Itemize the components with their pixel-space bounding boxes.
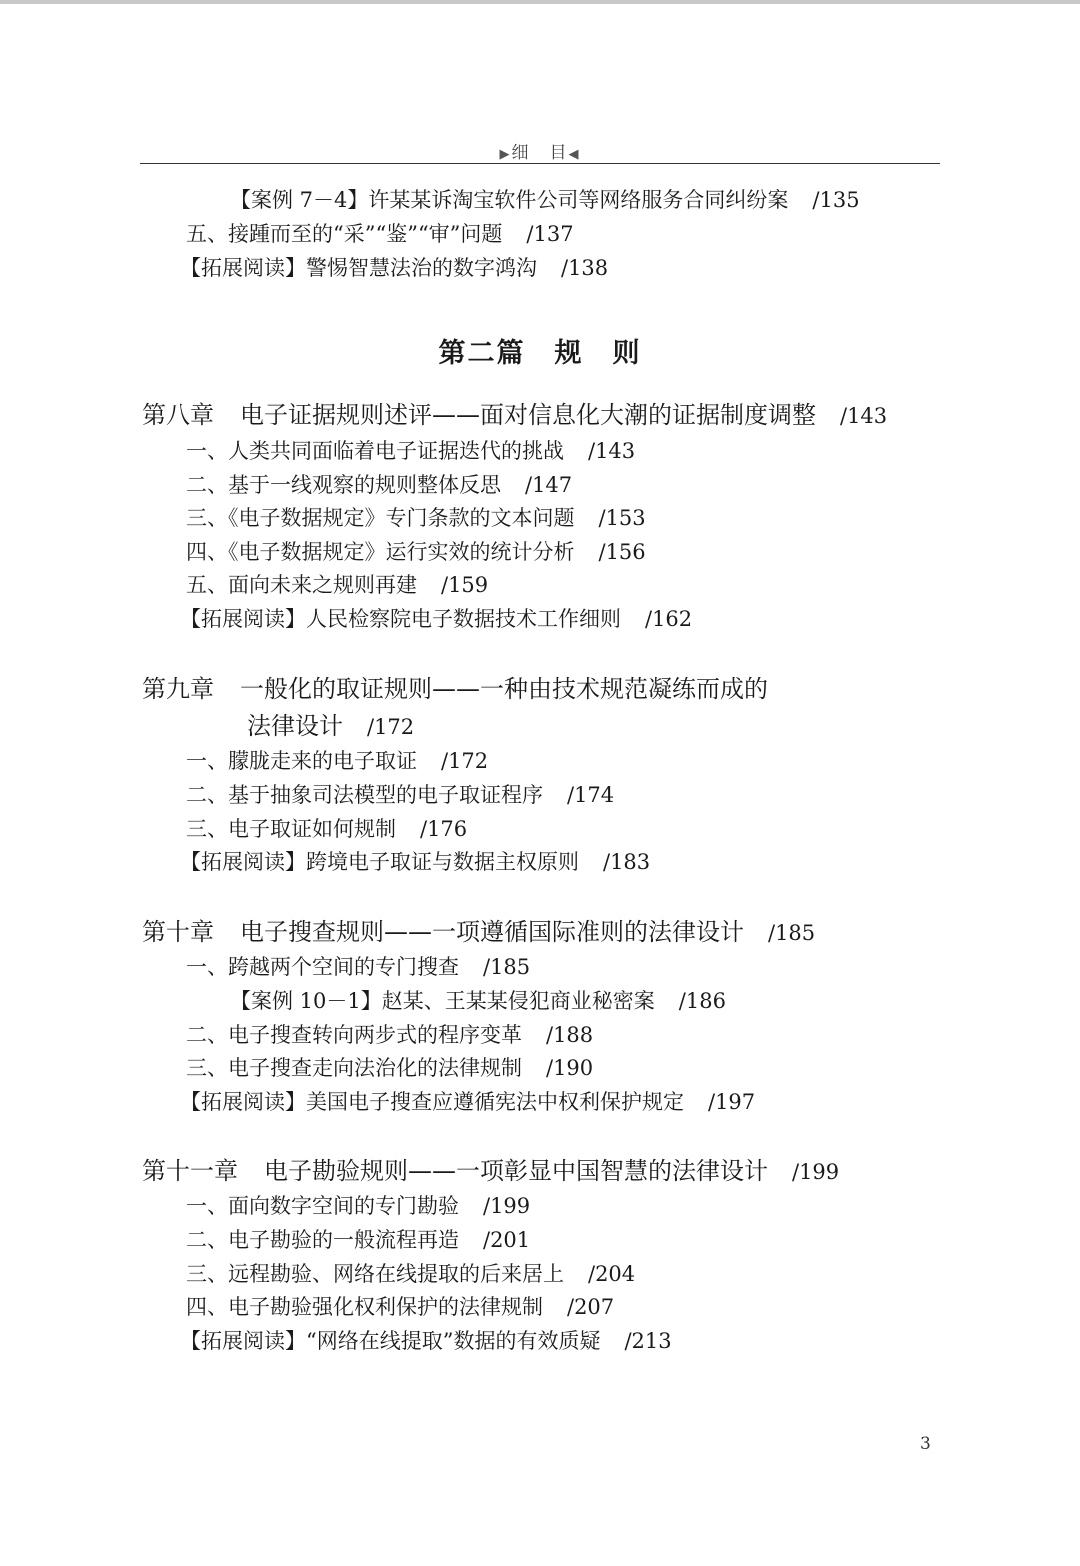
toc-entry-text: 三、电子搜查走向法治化的法律规制 bbox=[186, 1056, 522, 1080]
toc-entry bbox=[186, 1227, 530, 1253]
chapter-page: /143 bbox=[840, 404, 888, 428]
toc-entry-text: 二、电子搜查转向两步式的程序变革 bbox=[186, 1023, 522, 1047]
page-number: 3 bbox=[920, 1434, 931, 1454]
toc-entry bbox=[186, 954, 530, 980]
toc-entry bbox=[186, 572, 488, 598]
toc-entry-page: /137 bbox=[526, 222, 574, 246]
toc-entry-page: /185 bbox=[483, 955, 531, 979]
toc-entry-text: 一、面向数字空间的专门勘验 bbox=[186, 1194, 459, 1218]
toc-entry-text: 【拓展阅读】“网络在线提取”数据的有效质疑 bbox=[180, 1329, 601, 1353]
toc-entry-page: /190 bbox=[546, 1056, 594, 1080]
toc-entry-text: 【拓展阅读】警惕智慧法治的数字鸿沟 bbox=[180, 256, 537, 280]
toc-entry-text: 四、电子勘验强化权利保护的法律规制 bbox=[186, 1295, 543, 1319]
chapter-heading-continuation bbox=[247, 711, 414, 742]
toc-entry-text: 五、面向未来之规则再建 bbox=[186, 573, 417, 597]
toc-entry-text: 四、《电子数据规定》运行实效的统计分析 bbox=[186, 540, 575, 564]
right-triangle-icon: ▶ bbox=[499, 147, 512, 162]
chapter-page: /172 bbox=[367, 715, 415, 739]
toc-entry bbox=[186, 782, 614, 808]
toc-entry bbox=[186, 438, 635, 464]
toc-entry-page: /172 bbox=[441, 749, 489, 773]
toc-entry-page: /176 bbox=[420, 817, 468, 841]
chapter-page: /185 bbox=[768, 921, 816, 945]
chapter-number: 第十章 bbox=[142, 918, 214, 946]
toc-entry-page: /147 bbox=[525, 473, 573, 497]
chapter-heading bbox=[142, 674, 768, 704]
toc-entry-text: 【拓展阅读】跨境电子取证与数据主权原则 bbox=[180, 850, 579, 874]
toc-entry bbox=[180, 1089, 755, 1115]
part-title: 第二篇 规 则 bbox=[438, 338, 642, 369]
toc-entry-page: /213 bbox=[624, 1329, 672, 1353]
toc-entry-text: 二、电子勘验的一般流程再造 bbox=[186, 1228, 459, 1252]
toc-entry-page: /207 bbox=[567, 1295, 615, 1319]
chapter-title-continuation: 法律设计 bbox=[247, 712, 343, 740]
toc-entry-text: 【拓展阅读】美国电子搜查应遵循宪法中权利保护规定 bbox=[180, 1090, 684, 1114]
toc-entry-page: /199 bbox=[483, 1194, 531, 1218]
toc-entry-page: /197 bbox=[708, 1090, 756, 1114]
toc-entry-page: /188 bbox=[546, 1023, 594, 1047]
chapter-number: 第九章 bbox=[142, 675, 214, 703]
toc-entry-page: /201 bbox=[483, 1228, 531, 1252]
toc-entry-text: 【案例 10－1】赵某、王某某侵犯商业秘密案 bbox=[230, 989, 655, 1013]
toc-entry bbox=[180, 255, 608, 281]
toc-entry-text: 二、基于抽象司法模型的电子取证程序 bbox=[186, 783, 543, 807]
chapter-title: 一般化的取证规则——一种由技术规范凝练而成的 bbox=[240, 675, 768, 703]
toc-entry bbox=[186, 1294, 614, 1320]
toc-entry bbox=[180, 1328, 672, 1354]
toc-entry bbox=[186, 1193, 530, 1219]
chapter-number: 第八章 bbox=[142, 401, 214, 429]
toc-entry-text: 三、《电子数据规定》专门条款的文本问题 bbox=[186, 506, 575, 530]
toc-entry-text: 三、电子取证如何规制 bbox=[186, 817, 396, 841]
toc-entry-page: /186 bbox=[678, 989, 726, 1013]
toc-entry-page: /135 bbox=[812, 188, 860, 212]
chapter-heading bbox=[142, 917, 815, 948]
running-header bbox=[140, 138, 940, 164]
left-triangle-icon: ◀ bbox=[568, 147, 581, 162]
chapter-number: 第十一章 bbox=[142, 1157, 238, 1185]
toc-entry bbox=[186, 539, 646, 565]
chapter-title: 电子证据规则述评——面对信息化大潮的证据制度调整 bbox=[240, 401, 816, 429]
toc-entry-page: /156 bbox=[598, 540, 646, 564]
toc-entry bbox=[186, 1022, 593, 1048]
toc-entry-text: 【拓展阅读】人民检察院电子数据技术工作细则 bbox=[180, 607, 621, 631]
toc-entry bbox=[186, 816, 467, 842]
header-rule bbox=[140, 163, 940, 164]
toc-entry bbox=[180, 606, 692, 632]
toc-entry-text: 一、跨越两个空间的专门搜查 bbox=[186, 955, 459, 979]
toc-entry-text: 【案例 7－4】许某某诉淘宝软件公司等网络服务合同纠纷案 bbox=[230, 188, 789, 212]
chapter-heading bbox=[142, 400, 887, 431]
toc-entry-page: /162 bbox=[645, 607, 693, 631]
toc-entry bbox=[180, 849, 650, 875]
toc-entry-text: 一、人类共同面临着电子证据迭代的挑战 bbox=[186, 439, 564, 463]
toc-entry bbox=[230, 187, 860, 213]
toc-entry-page: /183 bbox=[603, 850, 651, 874]
toc-entry-page: /159 bbox=[441, 573, 489, 597]
toc-entry bbox=[186, 221, 574, 247]
toc-entry-page: /153 bbox=[598, 506, 646, 530]
toc-entry-text: 三、远程勘验、网络在线提取的后来居上 bbox=[186, 1262, 564, 1286]
toc-entry bbox=[186, 1055, 593, 1081]
chapter-page: /199 bbox=[792, 1160, 840, 1184]
toc-entry-text: 二、基于一线观察的规则整体反思 bbox=[186, 473, 501, 497]
toc-entry bbox=[186, 748, 488, 774]
toc-entry bbox=[186, 1261, 635, 1287]
chapter-heading bbox=[142, 1156, 839, 1187]
toc-entry-page: /143 bbox=[588, 439, 636, 463]
toc-entry-page: /138 bbox=[561, 256, 609, 280]
toc-entry-page: /204 bbox=[588, 1262, 636, 1286]
toc-entry-text: 五、接踵而至的“采”“鉴”“审”问题 bbox=[186, 222, 503, 246]
chapter-title: 电子搜查规则——一项遵循国际准则的法律设计 bbox=[240, 918, 744, 946]
toc-entry bbox=[186, 472, 572, 498]
toc-entry bbox=[186, 505, 646, 531]
toc-entry-page: /174 bbox=[567, 783, 615, 807]
header-title: 细 目 bbox=[511, 143, 569, 163]
toc-entry bbox=[230, 988, 726, 1014]
chapter-title: 电子勘验规则——一项彰显中国智慧的法律设计 bbox=[264, 1157, 768, 1185]
toc-entry-text: 一、朦胧走来的电子取证 bbox=[186, 749, 417, 773]
